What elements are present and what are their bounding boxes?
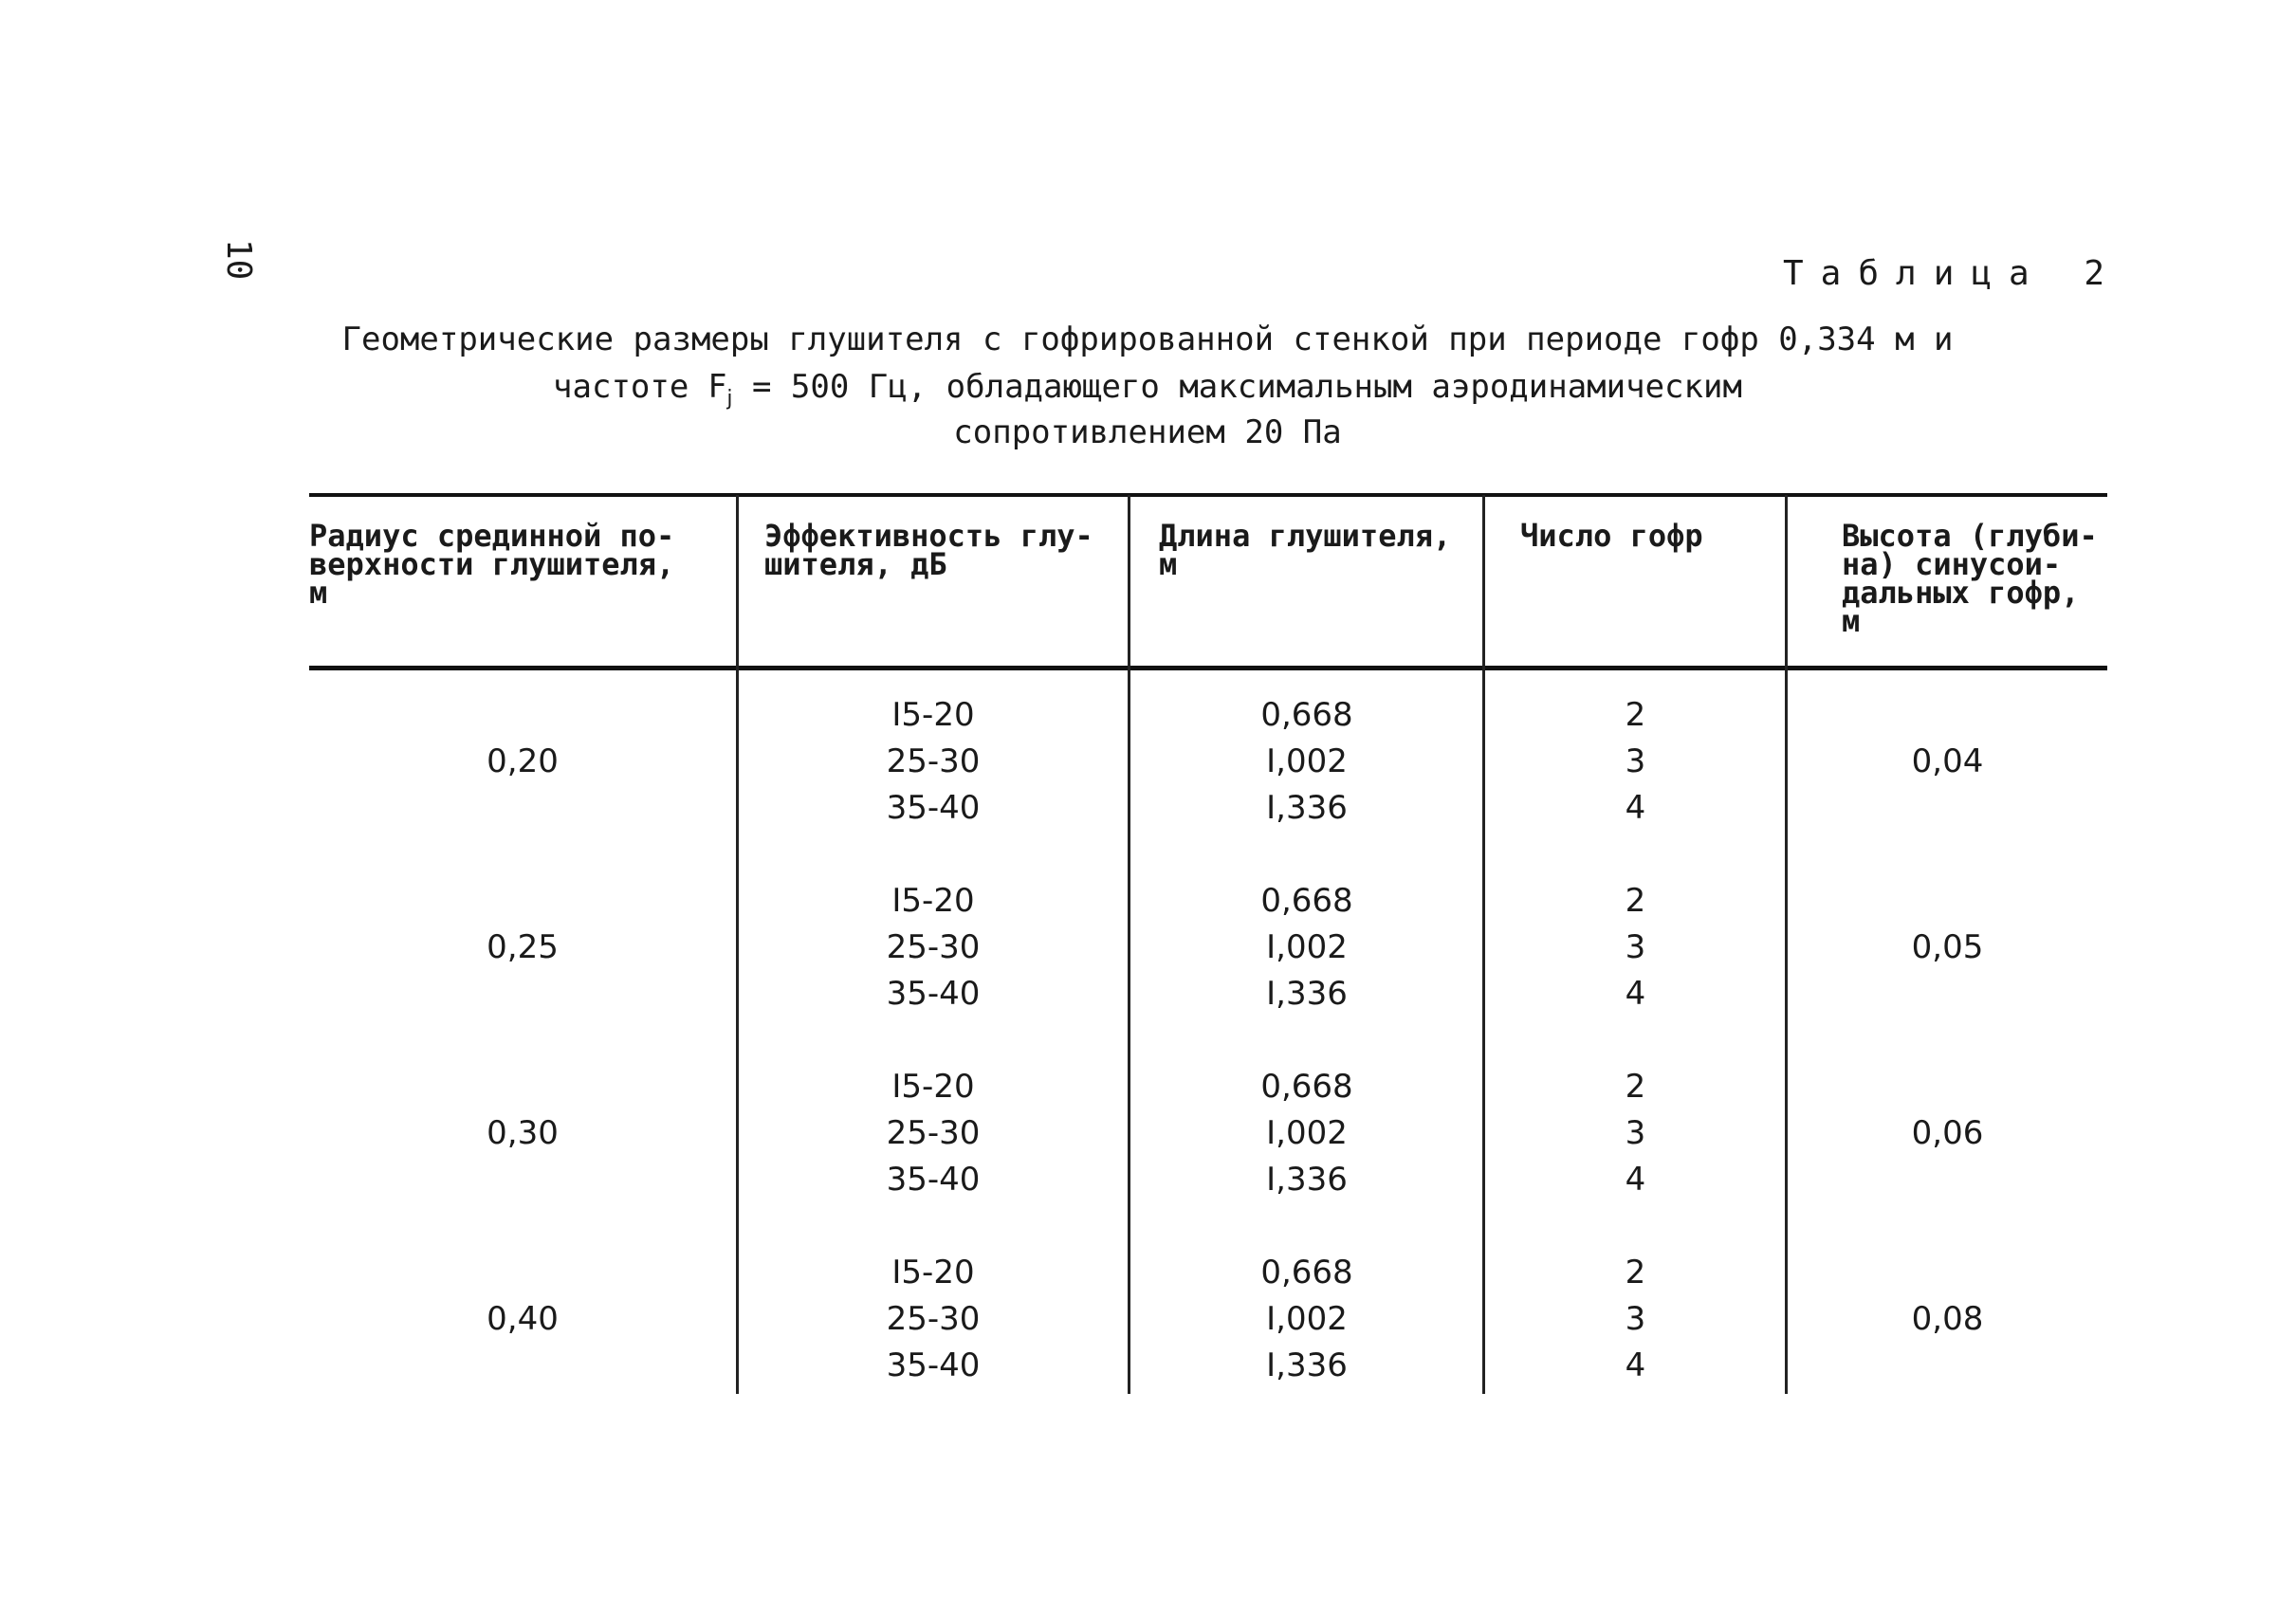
height-cell: 0,04 xyxy=(1911,742,1984,780)
count-cell: 4 xyxy=(1625,975,1646,1013)
efficiency-cell: I5-20 xyxy=(891,696,975,734)
page-number: 10 xyxy=(219,239,258,281)
efficiency-cell: 25-30 xyxy=(886,1114,981,1152)
count-cell: 3 xyxy=(1625,928,1646,966)
count-cell: 3 xyxy=(1625,1300,1646,1338)
efficiency-cell: 35-40 xyxy=(886,1161,981,1199)
height-cell: 0,08 xyxy=(1911,1300,1984,1338)
length-cell: I,002 xyxy=(1266,742,1348,780)
count-cell: 4 xyxy=(1625,789,1646,827)
header-height: Высота (глуби- на) синусои- дальных гофр, м xyxy=(1842,518,2098,639)
count-cell: 2 xyxy=(1625,882,1646,920)
height-cell: 0,05 xyxy=(1911,928,1984,966)
efficiency-cell: 35-40 xyxy=(886,975,981,1013)
length-cell: 0,668 xyxy=(1260,1254,1353,1291)
length-cell: I,002 xyxy=(1266,1300,1348,1338)
count-cell: 4 xyxy=(1625,1161,1646,1199)
count-cell: 2 xyxy=(1625,1254,1646,1291)
count-cell: 3 xyxy=(1625,742,1646,780)
table-header-rule xyxy=(309,666,2107,670)
efficiency-cell: I5-20 xyxy=(891,1068,975,1106)
radius-cell: 0,20 xyxy=(487,742,559,780)
length-cell: I,336 xyxy=(1266,1161,1348,1199)
table-top-rule xyxy=(309,493,2107,497)
title-suffix: = 500 Гц, обладающего максимальным аэродинамическим xyxy=(751,368,1742,406)
header-count: Число гофр xyxy=(1520,518,1703,554)
count-cell: 4 xyxy=(1625,1346,1646,1384)
efficiency-cell: 35-40 xyxy=(886,789,981,827)
header-length: Длина глушителя, м xyxy=(1159,518,1452,582)
radius-cell: 0,25 xyxy=(487,928,559,966)
length-cell: I,336 xyxy=(1266,789,1348,827)
efficiency-cell: I5-20 xyxy=(891,1254,975,1291)
length-cell: I,336 xyxy=(1266,1346,1348,1384)
count-cell: 2 xyxy=(1625,696,1646,734)
length-cell: 0,668 xyxy=(1260,696,1353,734)
count-cell: 2 xyxy=(1625,1068,1646,1106)
table-title-line-3: сопротивлением 20 Па xyxy=(953,413,1342,451)
header-radius: Радиус срединной по- верхности глушителя, м xyxy=(309,518,675,611)
length-cell: I,002 xyxy=(1266,928,1348,966)
table-title-line-2 xyxy=(313,368,1982,411)
efficiency-cell: 25-30 xyxy=(886,742,981,780)
efficiency-cell: 25-30 xyxy=(886,928,981,966)
radius-cell: 0,40 xyxy=(487,1300,559,1338)
efficiency-cell: 35-40 xyxy=(886,1346,981,1384)
radius-cell: 0,30 xyxy=(487,1114,559,1152)
length-cell: 0,668 xyxy=(1260,1068,1353,1106)
table-label: Таблица 2 xyxy=(1783,254,2122,293)
efficiency-cell: 25-30 xyxy=(886,1300,981,1338)
table-title-line-1: Геометрические размеры глушителя с гофрированной стенкой при периоде гофр 0,334 м и xyxy=(341,321,1954,358)
count-cell: 3 xyxy=(1625,1114,1646,1152)
height-cell: 0,06 xyxy=(1911,1114,1984,1152)
length-cell: I,336 xyxy=(1266,975,1348,1013)
title-prefix: частоте xyxy=(553,368,689,406)
length-cell: 0,668 xyxy=(1260,882,1353,920)
frequency-symbol: $F_j$ xyxy=(707,368,733,411)
header-efficiency: Эффективность глу- шителя, дБ xyxy=(764,518,1093,582)
efficiency-cell: I5-20 xyxy=(891,882,975,920)
length-cell: I,002 xyxy=(1266,1114,1348,1152)
